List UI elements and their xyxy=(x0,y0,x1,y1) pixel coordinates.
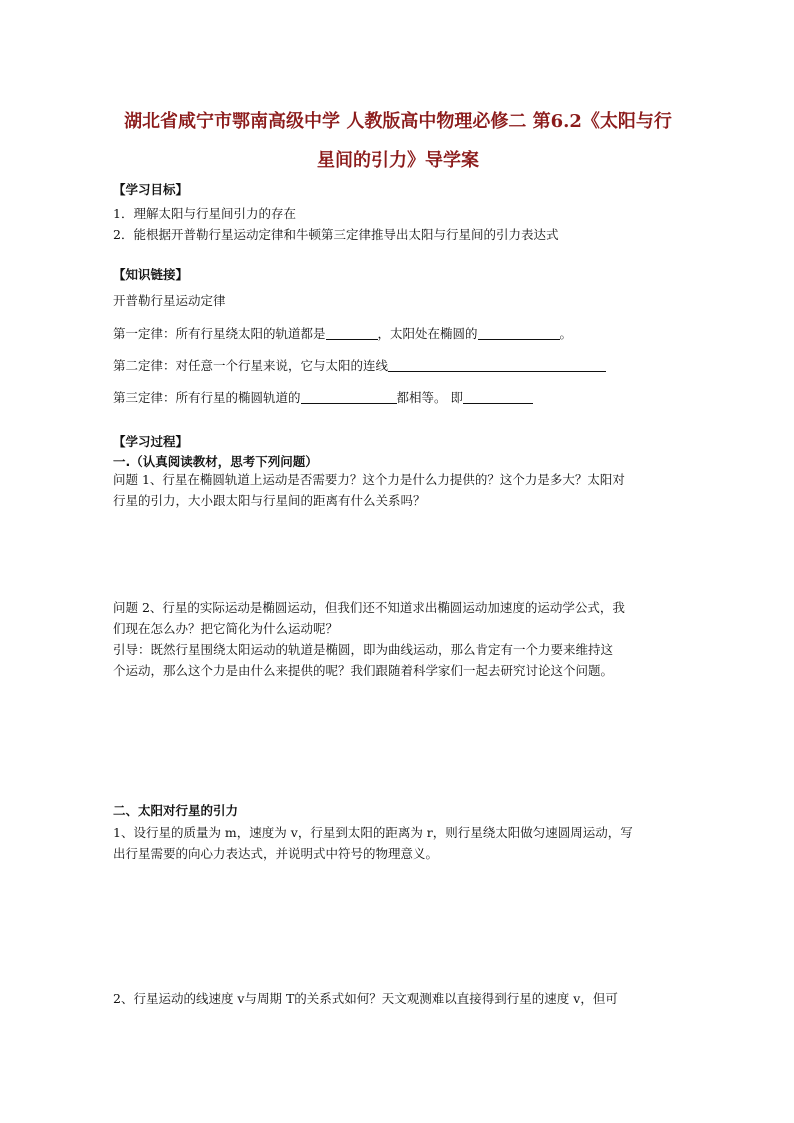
knowledge-heading: 【知识链接】 xyxy=(113,267,189,282)
section-2-heading: 二、太阳对行星的引力 xyxy=(113,803,239,818)
page-title-line-2: 星间的引力》导学案 xyxy=(317,150,479,171)
law2-blank[interactable] xyxy=(388,359,606,372)
question-2-line-3: 引导：既然行星围绕太阳运动的轨道是椭圆，即为曲线运动，那么肯定有一个力要来维持这 xyxy=(113,642,614,657)
law3-blank-1[interactable] xyxy=(301,391,397,404)
law1-text-c: 。 xyxy=(559,326,573,341)
question-2 xyxy=(113,597,688,681)
law1-blank-2[interactable] xyxy=(478,327,560,340)
question-2-line-1: 问题 2、行星的实际运动是椭圆运动，但我们还不知道求出椭圆运动加速度的运动学公式，我 xyxy=(113,600,625,615)
objectives-heading: 【学习目标】 xyxy=(113,182,189,197)
question-2-line-4: 个运动，那么这个力是由什么来提供的呢？我们跟随着科学家们一起去研究讨论这个问题。 xyxy=(113,663,614,678)
objective-item-1: 1．理解太阳与行星间引力的存在 xyxy=(113,206,296,221)
section-2-question-1 xyxy=(113,822,688,864)
question-2-line-2: 们现在怎么办？把它简化为什么运动呢？ xyxy=(113,621,339,636)
process-heading: 【学习过程】 xyxy=(113,434,189,449)
question-1-line-2: 行星的引力，大小跟太阳与行星间的距离有什么关系吗？ xyxy=(113,493,426,508)
question-1-line-1: 问题 1、行星在椭圆轨道上运动是否需要力？这个力是什么力提供的？这个力是多大？太阳对 xyxy=(113,472,625,487)
law3-text-a: 第三定律：所有行星的椭圆轨道的 xyxy=(113,390,301,405)
s2-question-1-line-2: 出行星需要的向心力表达式，并说明式中符号的物理意义。 xyxy=(113,846,439,861)
law1-text-a: 第一定律：所有行星绕太阳的轨道都是 xyxy=(113,326,326,341)
s2-question-2-line-1: 2、行星运动的线速度 v与周期 T的关系式如何？天文观测难以直接得到行星的速度 v，但可 xyxy=(113,991,618,1006)
page-title-line-1: 湖北省咸宁市鄂南高级中学 人教版高中物理必修二 第6.2《太阳与行 xyxy=(124,111,672,132)
law3-blank-2[interactable] xyxy=(463,391,533,404)
kepler-law-3 xyxy=(113,388,533,406)
law1-blank-1[interactable] xyxy=(326,327,378,340)
section-1-heading: 一.（认真阅读教材，思考下列问题） xyxy=(113,454,318,469)
kepler-law-2 xyxy=(113,356,606,374)
law3-text-b: 都相等。 即 xyxy=(396,390,463,405)
objective-item-2: 2．能根据开普勒行星运动定律和牛顿第三定律推导出太阳与行星间的引力表达式 xyxy=(113,227,559,242)
s2-question-1-line-1: 1、设行星的质量为 m，速度为 v，行星到太阳的距离为 r，则行星绕太阳做匀速圆周运动，写 xyxy=(113,825,633,840)
knowledge-intro: 开普勒行星运动定律 xyxy=(113,293,226,308)
kepler-law-1 xyxy=(113,324,572,342)
law1-text-b: ，太阳处在椭圆的 xyxy=(377,326,478,341)
section-2-question-2 xyxy=(113,988,688,1009)
question-1 xyxy=(113,469,688,511)
law2-text-a: 第二定律：对任意一个行星来说，它与太阳的连线 xyxy=(113,358,389,373)
